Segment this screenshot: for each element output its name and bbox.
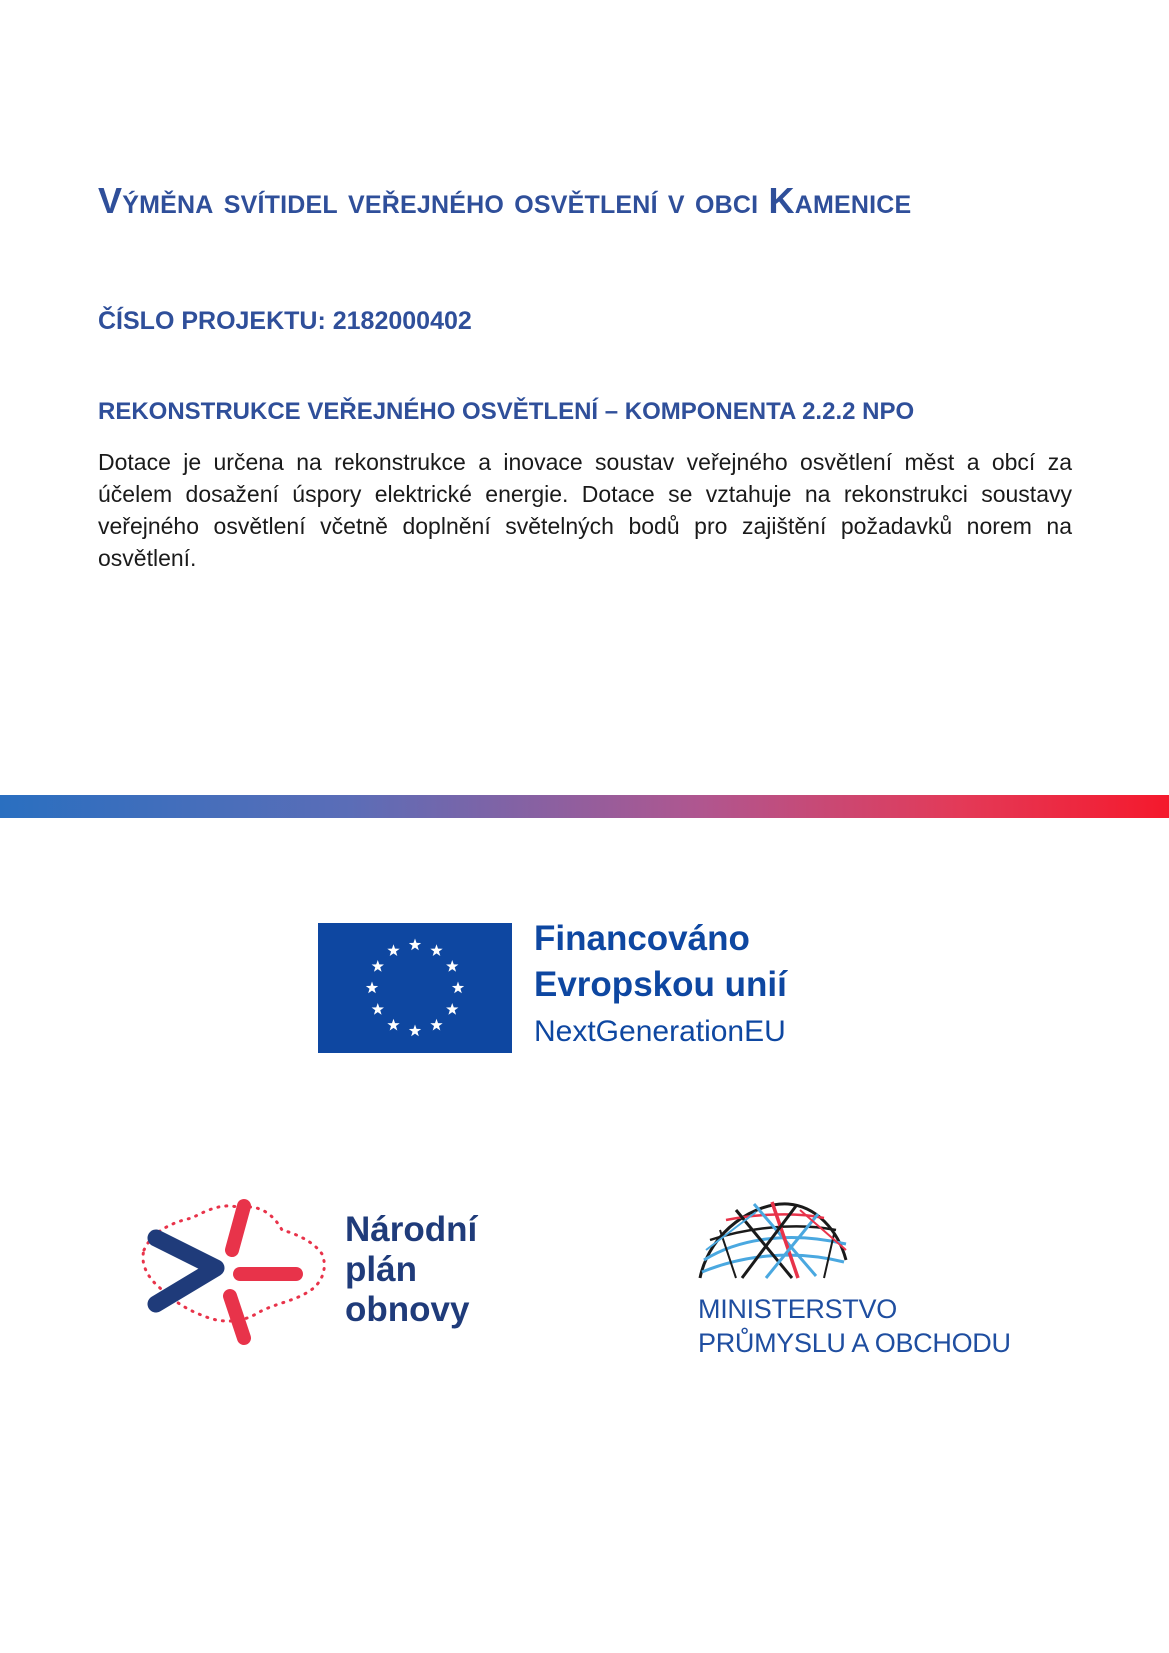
npo-line-narodni: Národní <box>345 1210 478 1249</box>
description-paragraph: Dotace je určena na rekonstrukce a inovace soustav veřejného osvětlení měst a obcí za účelem dosažení úspory elektrické energie. Dotace se vztahuje na rekonstrukci soustavy veřejného osvětlení včetně doplnění světelných bodů pro zajištění požadavků norem na osvětlení. <box>98 449 1072 571</box>
eu-flag-icon <box>318 923 512 1053</box>
mpo-globe-icon <box>696 1200 850 1280</box>
eu-line-nextgen: NextGenerationEU <box>534 1015 786 1048</box>
npo-line-obnovy: obnovy <box>345 1290 470 1329</box>
mpo-line-ministry: MINISTERSTVO <box>698 1294 897 1324</box>
section-heading: REKONSTRUKCE VEŘEJNÉHO OSVĚTLENÍ – KOMPONENTA 2.2.2 NPO <box>98 398 915 425</box>
npo-logo-text <box>345 1210 477 1330</box>
document-title: Výměna svítidel veřejného osvětlení v obci Kamenice <box>98 180 912 221</box>
eu-funding-text <box>534 916 787 1054</box>
npo-line-plan: plán <box>345 1250 417 1289</box>
eu-line-financed: Financováno <box>534 919 750 958</box>
npo-logo-icon <box>132 1192 332 1352</box>
project-number: ČÍSLO PROJEKTU: 2182000402 <box>98 307 472 335</box>
eu-line-union: Evropskou unií <box>534 965 787 1004</box>
gradient-divider <box>0 795 1169 818</box>
mpo-logo-text <box>698 1292 1011 1360</box>
mpo-line-industry: PRŮMYSLU A OBCHODU <box>698 1328 1011 1358</box>
